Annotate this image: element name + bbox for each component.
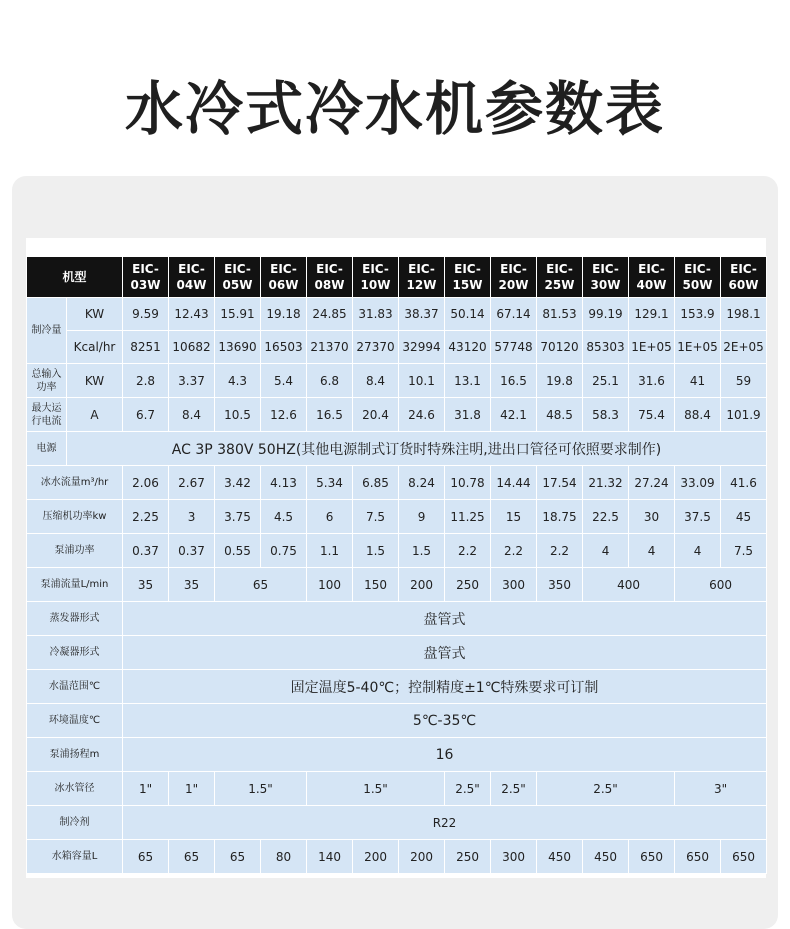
evaporator-label: 蒸发器形式 (27, 602, 122, 635)
tank-value: 140 (307, 840, 352, 873)
max-current-row (27, 398, 766, 431)
pump-power-value: 2.2 (491, 534, 536, 567)
cooling-kcal-value: 85303 (583, 331, 628, 363)
compressor-power-row (27, 500, 766, 533)
compressor-power-value: 2.25 (123, 500, 168, 533)
pump-flow-value: 35 (123, 568, 168, 601)
condenser-label: 冷凝器形式 (27, 636, 122, 669)
cooling-kw-value: 9.59 (123, 298, 168, 330)
tank-value: 650 (675, 840, 720, 873)
total-power-value: 2.8 (123, 364, 168, 397)
compressor-power-value: 3 (169, 500, 214, 533)
max-current-value: 10.5 (215, 398, 260, 431)
water-temp-label: 水温范围℃ (27, 670, 122, 703)
tank-value: 650 (721, 840, 766, 873)
header-row (27, 257, 766, 297)
page-title: 水冷式冷水机参数表 (124, 75, 665, 143)
max-current-value: 42.1 (491, 398, 536, 431)
cooling-kw-unit: KW (67, 298, 122, 330)
cooling-kw-value: 50.14 (445, 298, 490, 330)
pump-flow-value: 35 (169, 568, 214, 601)
pump-power-value: 4 (583, 534, 628, 567)
pipe-value: 1" (123, 772, 168, 805)
chilled-flow-row (27, 466, 766, 499)
pump-power-value: 4 (629, 534, 674, 567)
model-header: EIC-25W (537, 257, 582, 297)
cooling-kcal-unit: Kcal/hr (67, 331, 122, 363)
cooling-kcal-value: 70120 (537, 331, 582, 363)
cooling-kcal-value: 13690 (215, 331, 260, 363)
tank-value: 450 (537, 840, 582, 873)
total-power-value: 41 (675, 364, 720, 397)
max-current-label: 最大运行电流 (27, 398, 66, 431)
power-supply-value: AC 3P 380V 50HZ(其他电源制式订货时特殊注明,进出口管径可依照要求制作) (67, 432, 766, 465)
cooling-kcal-value: 8251 (123, 331, 168, 363)
pump-power-value: 1.5 (353, 534, 398, 567)
pump-flow-value: 250 (445, 568, 490, 601)
cooling-label: 制冷量 (27, 298, 66, 363)
compressor-power-value: 9 (399, 500, 444, 533)
tank-value: 300 (491, 840, 536, 873)
compressor-power-value: 11.25 (445, 500, 490, 533)
ambient-temp-label: 环境温度℃ (27, 704, 122, 737)
total-power-value: 25.1 (583, 364, 628, 397)
max-current-value: 48.5 (537, 398, 582, 431)
cooling-kcal-value: 16503 (261, 331, 306, 363)
pump-power-value: 1.5 (399, 534, 444, 567)
max-current-unit: A (67, 398, 122, 431)
compressor-power-label: 压缩机功率kw (27, 500, 122, 533)
max-current-value: 8.4 (169, 398, 214, 431)
model-header: EIC-30W (583, 257, 628, 297)
total-power-value: 10.1 (399, 364, 444, 397)
model-header: EIC-20W (491, 257, 536, 297)
model-header: EIC-50W (675, 257, 720, 297)
pump-flow-value: 600 (675, 568, 766, 601)
cooling-kcal-value: 2E+05 (721, 331, 766, 363)
cooling-kw-value: 67.14 (491, 298, 536, 330)
chilled-flow-value: 41.6 (721, 466, 766, 499)
refrigerant-value: R22 (123, 806, 766, 839)
model-header: EIC-60W (721, 257, 766, 297)
model-header: EIC-04W (169, 257, 214, 297)
max-current-value: 88.4 (675, 398, 720, 431)
chilled-flow-value: 5.34 (307, 466, 352, 499)
total-power-value: 5.4 (261, 364, 306, 397)
evaporator-row (27, 602, 766, 635)
model-header: EIC-12W (399, 257, 444, 297)
total-power-value: 3.37 (169, 364, 214, 397)
pump-power-value: 4 (675, 534, 720, 567)
total-power-value: 19.8 (537, 364, 582, 397)
cooling-kw-row (27, 298, 766, 330)
cooling-kcal-value: 43120 (445, 331, 490, 363)
pump-flow-value: 400 (583, 568, 674, 601)
tank-value: 65 (123, 840, 168, 873)
compressor-power-value: 22.5 (583, 500, 628, 533)
refrigerant-label: 制冷剂 (27, 806, 122, 839)
cooling-kw-value: 12.43 (169, 298, 214, 330)
max-current-value: 58.3 (583, 398, 628, 431)
model-header: EIC-15W (445, 257, 490, 297)
pump-flow-value: 200 (399, 568, 444, 601)
chilled-flow-value: 27.24 (629, 466, 674, 499)
ambient-temp-row (27, 704, 766, 737)
chilled-flow-value: 4.13 (261, 466, 306, 499)
pump-power-row (27, 534, 766, 567)
pipe-label: 冰水管径 (27, 772, 122, 805)
total-power-value: 6.8 (307, 364, 352, 397)
chilled-flow-value: 10.78 (445, 466, 490, 499)
pump-flow-value: 150 (353, 568, 398, 601)
chilled-flow-value: 14.44 (491, 466, 536, 499)
model-header: EIC-06W (261, 257, 306, 297)
condenser-value: 盘管式 (123, 636, 766, 669)
cooling-kw-value: 129.1 (629, 298, 674, 330)
chilled-flow-value: 3.42 (215, 466, 260, 499)
cooling-kw-value: 198.1 (721, 298, 766, 330)
cooling-kcal-value: 32994 (399, 331, 444, 363)
pump-power-value: 0.37 (169, 534, 214, 567)
ambient-temp-value: 5℃-35℃ (123, 704, 766, 737)
total-power-value: 13.1 (445, 364, 490, 397)
cooling-kw-value: 153.9 (675, 298, 720, 330)
cooling-kcal-value: 10682 (169, 331, 214, 363)
pump-power-value: 0.37 (123, 534, 168, 567)
pump-flow-value: 300 (491, 568, 536, 601)
compressor-power-value: 7.5 (353, 500, 398, 533)
compressor-power-value: 37.5 (675, 500, 720, 533)
total-power-label: 总输入功率 (27, 364, 66, 397)
pump-head-label: 泵浦扬程m (27, 738, 122, 771)
pump-flow-value: 65 (215, 568, 306, 601)
max-current-value: 24.6 (399, 398, 444, 431)
pump-power-value: 7.5 (721, 534, 766, 567)
cooling-kcal-value: 57748 (491, 331, 536, 363)
pipe-row (27, 772, 766, 805)
pipe-value: 1.5" (215, 772, 306, 805)
tank-value: 65 (215, 840, 260, 873)
model-header: EIC-05W (215, 257, 260, 297)
pipe-value: 2.5" (445, 772, 490, 805)
max-current-value: 16.5 (307, 398, 352, 431)
cooling-kcal-value: 21370 (307, 331, 352, 363)
tank-value: 80 (261, 840, 306, 873)
model-header-label: 机型 (27, 257, 122, 297)
tank-value: 650 (629, 840, 674, 873)
compressor-power-value: 45 (721, 500, 766, 533)
condenser-row (27, 636, 766, 669)
pump-power-value: 2.2 (537, 534, 582, 567)
cooling-kw-value: 15.91 (215, 298, 260, 330)
cooling-kw-value: 99.19 (583, 298, 628, 330)
compressor-power-value: 6 (307, 500, 352, 533)
total-power-value: 31.6 (629, 364, 674, 397)
chilled-flow-value: 33.09 (675, 466, 720, 499)
pipe-value: 1" (169, 772, 214, 805)
pipe-value: 2.5" (491, 772, 536, 805)
tank-label: 水箱容量L (27, 840, 122, 873)
pump-power-value: 2.2 (445, 534, 490, 567)
pipe-value: 3" (675, 772, 766, 805)
cooling-kw-value: 24.85 (307, 298, 352, 330)
total-power-unit: KW (67, 364, 122, 397)
pump-flow-value: 350 (537, 568, 582, 601)
chilled-flow-value: 2.67 (169, 466, 214, 499)
model-header: EIC-03W (123, 257, 168, 297)
tank-row (27, 840, 766, 873)
pump-flow-row (27, 568, 766, 601)
model-header: EIC-08W (307, 257, 352, 297)
compressor-power-value: 4.5 (261, 500, 306, 533)
tank-value: 450 (583, 840, 628, 873)
chilled-flow-value: 21.32 (583, 466, 628, 499)
tank-value: 250 (445, 840, 490, 873)
pipe-value: 1.5" (307, 772, 444, 805)
chilled-flow-value: 17.54 (537, 466, 582, 499)
evaporator-value: 盘管式 (123, 602, 766, 635)
chilled-flow-value: 8.24 (399, 466, 444, 499)
model-header: EIC-40W (629, 257, 674, 297)
max-current-value: 20.4 (353, 398, 398, 431)
tank-value: 200 (399, 840, 444, 873)
chilled-flow-value: 2.06 (123, 466, 168, 499)
max-current-value: 6.7 (123, 398, 168, 431)
cooling-kcal-value: 1E+05 (629, 331, 674, 363)
total-power-value: 16.5 (491, 364, 536, 397)
chilled-flow-label: 冰水流量m³/hr (27, 466, 122, 499)
water-temp-row (27, 670, 766, 703)
cooling-kw-value: 38.37 (399, 298, 444, 330)
cooling-kcal-row (27, 331, 766, 363)
pump-head-row (27, 738, 766, 771)
max-current-value: 12.6 (261, 398, 306, 431)
cooling-kcal-value: 1E+05 (675, 331, 720, 363)
cooling-kcal-value: 27370 (353, 331, 398, 363)
cooling-kw-value: 19.18 (261, 298, 306, 330)
refrigerant-row (27, 806, 766, 839)
tank-value: 65 (169, 840, 214, 873)
total-power-row (27, 364, 766, 397)
pump-power-label: 泵浦功率 (27, 534, 122, 567)
tank-value: 200 (353, 840, 398, 873)
max-current-value: 31.8 (445, 398, 490, 431)
model-header: EIC-10W (353, 257, 398, 297)
pipe-value: 2.5" (537, 772, 674, 805)
compressor-power-value: 15 (491, 500, 536, 533)
max-current-value: 101.9 (721, 398, 766, 431)
total-power-value: 8.4 (353, 364, 398, 397)
compressor-power-value: 18.75 (537, 500, 582, 533)
chilled-flow-value: 6.85 (353, 466, 398, 499)
pump-power-value: 0.55 (215, 534, 260, 567)
cooling-kw-value: 81.53 (537, 298, 582, 330)
compressor-power-value: 30 (629, 500, 674, 533)
pump-power-value: 1.1 (307, 534, 352, 567)
pump-flow-label: 泵浦流量L/min (27, 568, 122, 601)
compressor-power-value: 3.75 (215, 500, 260, 533)
total-power-value: 59 (721, 364, 766, 397)
water-temp-value: 固定温度5-40℃；控制精度±1℃特殊要求可订制 (123, 670, 766, 703)
pump-flow-value: 100 (307, 568, 352, 601)
spec-table (26, 256, 767, 874)
cooling-kw-value: 31.83 (353, 298, 398, 330)
pump-power-value: 0.75 (261, 534, 306, 567)
pump-head-value: 16 (123, 738, 766, 771)
power-supply-row (27, 432, 766, 465)
total-power-value: 4.3 (215, 364, 260, 397)
max-current-value: 75.4 (629, 398, 674, 431)
power-supply-label: 电源 (27, 432, 66, 465)
